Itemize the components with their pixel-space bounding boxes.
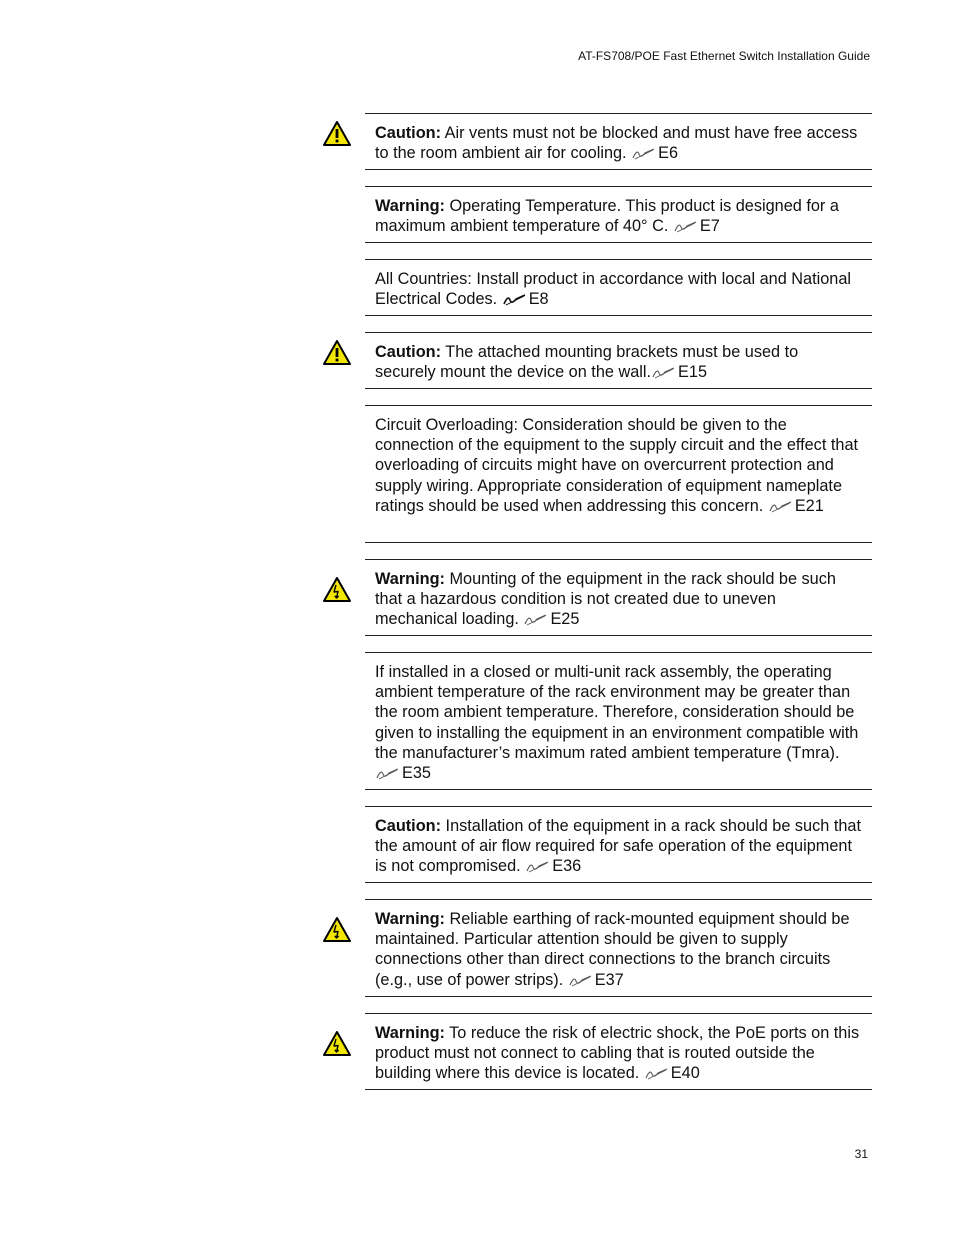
notice-text: Operating Temperature. This product is designed for a maximum ambient temperature of 40° C. [375, 197, 839, 236]
caution-notice [365, 332, 872, 389]
notice-text: The attached mounting brackets must be used to securely mount the device on the wall. [375, 343, 799, 382]
pen-reference-icon [652, 367, 676, 379]
notice-text: Mounting of the equipment in the rack should be such that a hazardous condition is not created due to uneven mechanical loading. [375, 570, 836, 629]
notice-label: Caution: [375, 343, 442, 361]
caution-notice [365, 113, 872, 170]
notice-text: All Countries: Install product in accordance with local and National Electrical Codes. [375, 270, 852, 309]
notice-label: Warning: [375, 1024, 445, 1042]
notice-ref-code: E8 [528, 290, 549, 309]
information-notice [365, 652, 872, 790]
pen-reference-icon [526, 861, 550, 873]
notice-ref-code: E36 [552, 857, 582, 876]
notice-label: Warning: [375, 197, 445, 215]
caution-triangle-icon [322, 120, 352, 148]
notice-text: Circuit Overloading: Consideration should be given to the connection of the equipment to the supply circuit and the effect that overloading of circuits might have on overcurrent protection and supply wiring. Appropriate consideration of equipment nameplate ratings should be used when addressing this concern. [375, 416, 859, 515]
notice-label: Caution: [375, 124, 442, 142]
information-notice [365, 259, 872, 316]
notice-text: Air vents must not be blocked and must have free access to the room ambient air for cooling. [375, 124, 858, 163]
notice-text: Reliable earthing of rack-mounted equipment should be maintained. Particular attention should be given to supply connections other than direct connections to the branch circuits (e.g., use of power strips). [375, 910, 850, 989]
pen-reference-icon [569, 975, 593, 987]
notice-ref-code: E35 [402, 764, 431, 783]
information-notice [365, 405, 872, 543]
notice-label: Warning: [375, 570, 445, 588]
warning-notice [365, 559, 872, 636]
electrical-hazard-icon [322, 576, 352, 604]
electrical-hazard-icon [322, 1030, 352, 1058]
notice-text: If installed in a closed or multi-unit rack assembly, the operating ambient temperature of the rack environment may be greater than the room ambient temperature. Therefore, consideration should be given to installing the equipment in an environment compatible with the manufacturer’s maximum rated ambient temperature (Tmra). [375, 663, 859, 762]
notice-ref-code: E7 [699, 217, 720, 236]
warning-notice [365, 1013, 872, 1090]
pen-reference-icon [376, 768, 400, 780]
warning-notice [365, 899, 872, 997]
notice-text: Installation of the equipment in a rack should be such that the amount of air flow required for safe operation of the equipment is not compromised. [375, 817, 861, 876]
notice-label: Warning: [375, 910, 445, 928]
pen-reference-icon [674, 221, 698, 233]
warning-notice [365, 186, 872, 243]
running-header: AT-FS708/POE Fast Ethernet Switch Installation Guide [578, 49, 870, 63]
notice-label: Caution: [375, 817, 442, 835]
notice-ref-code: E15 [678, 363, 708, 382]
pen-reference-icon [645, 1068, 669, 1080]
notice-ref-code: E40 [670, 1064, 700, 1083]
pen-reference-icon [769, 501, 793, 513]
notice-text: To reduce the risk of electric shock, the PoE ports on this product must not connect to cabling that is routed outside the building where this device is located. [375, 1024, 860, 1083]
pen-reference-icon [632, 148, 656, 160]
pen-reference-icon [503, 294, 527, 306]
caution-notice [365, 806, 872, 883]
page-number: 31 [854, 1147, 868, 1161]
caution-triangle-icon [322, 339, 352, 367]
notice-ref-code: E6 [658, 144, 679, 163]
pen-reference-icon [524, 614, 548, 626]
notice-ref-code: E25 [550, 610, 580, 629]
notice-ref-code: E37 [594, 970, 624, 989]
notice-ref-code: E21 [794, 496, 824, 515]
electrical-hazard-icon [322, 916, 352, 944]
